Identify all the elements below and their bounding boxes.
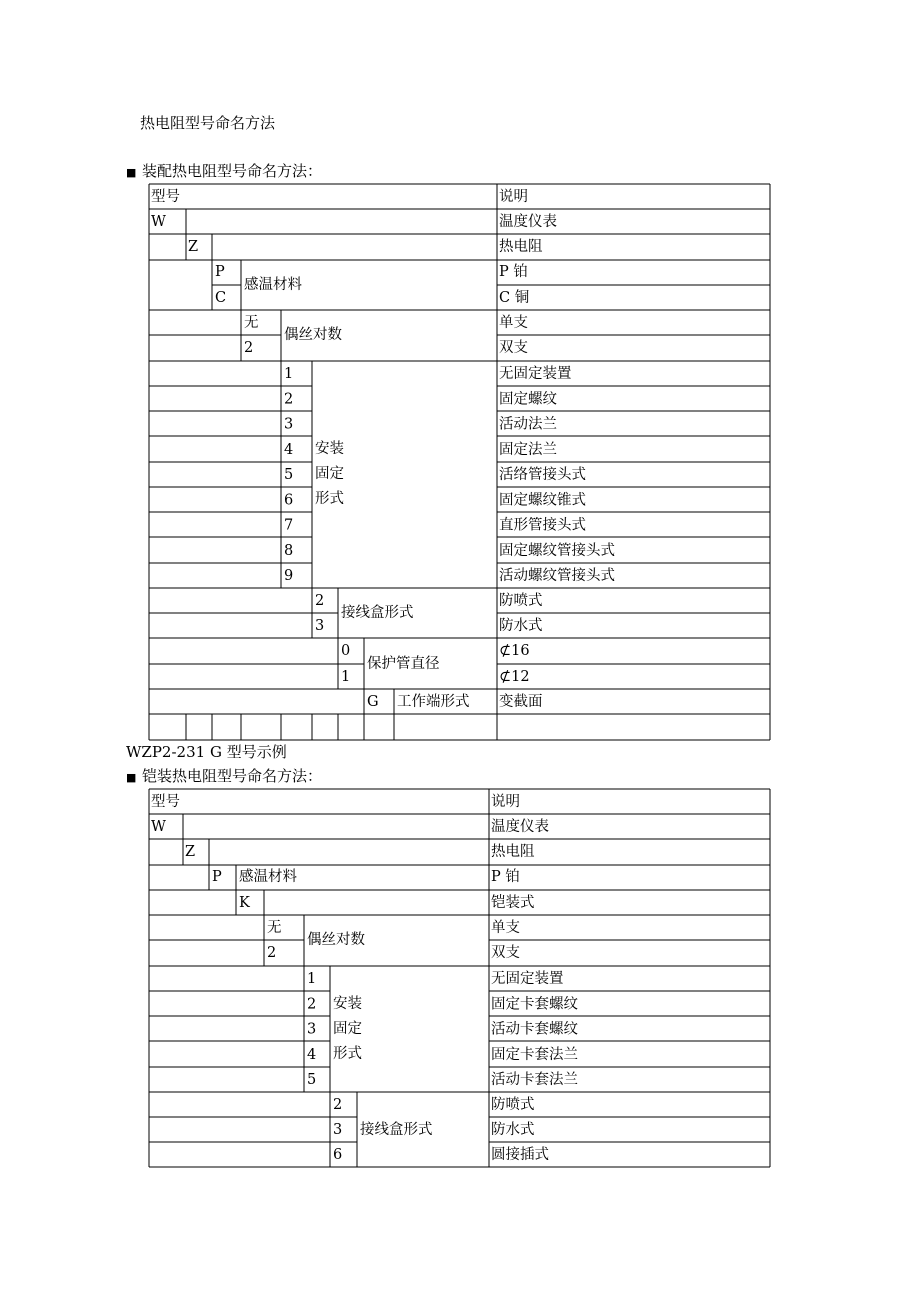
code-W: W	[151, 214, 166, 230]
table2-header-model: 型号	[151, 794, 180, 810]
label-pairs: 偶丝对数	[307, 932, 365, 948]
table2-grid	[149, 789, 770, 1167]
mount-desc: 固定螺纹	[499, 391, 557, 408]
label-box: 接线盒形式	[341, 605, 414, 621]
label-end: 工作端形式	[397, 694, 470, 710]
mount-code: 7	[284, 517, 294, 534]
pipe-desc: ⊄16	[499, 643, 530, 659]
mount-desc: 无固定装置	[491, 971, 564, 987]
label-mount: 形式	[315, 491, 344, 507]
table2-heading: 铠装热电阻型号命名方法：	[142, 767, 323, 785]
mount-code: 4	[284, 441, 294, 458]
box-desc: 防喷式	[499, 593, 543, 609]
label-pipe: 保护管直径	[367, 656, 440, 672]
table1-header-model: 型号	[151, 189, 180, 205]
code-G: G	[367, 694, 379, 710]
mount-code: 1	[284, 366, 294, 382]
mount-desc: 固定螺纹锥式	[499, 492, 586, 509]
mount-code: 3	[307, 1021, 317, 1038]
desc-K: 铠装式	[491, 895, 535, 911]
mount-desc: 无固定装置	[499, 366, 572, 382]
table1-header-desc: 说明	[499, 189, 528, 205]
table2-header-desc: 说明	[491, 794, 520, 810]
box-code: 6	[333, 1147, 343, 1163]
desc-single: 单支	[499, 315, 528, 331]
desc-Z: 热电阻	[499, 239, 543, 255]
code-K: K	[239, 895, 250, 911]
label-material: 感温材料	[244, 277, 302, 293]
mount-desc: 固定法兰	[499, 441, 557, 458]
label-material: 感温材料	[239, 869, 297, 885]
code-none: 无	[244, 315, 259, 331]
mount-code: 6	[284, 492, 294, 509]
pipe-code: 1	[341, 669, 351, 685]
label-mount: 形式	[333, 1046, 362, 1062]
desc-W: 温度仪表	[499, 214, 557, 230]
document-title: 热电阻型号命名方法	[140, 114, 276, 132]
mount-desc: 活络管接头式	[499, 467, 586, 483]
mount-desc: 固定卡套螺纹	[491, 996, 578, 1013]
desc-double: 双支	[491, 945, 520, 961]
desc-C: C 铜	[499, 290, 530, 306]
mount-desc: 直形管接头式	[499, 517, 586, 534]
code-2: 2	[267, 945, 277, 961]
mount-code: 1	[307, 971, 317, 987]
label-mount: 固定	[333, 1021, 362, 1037]
box-desc: 圆接插式	[491, 1147, 549, 1163]
mount-desc: 活动卡套螺纹	[491, 1021, 578, 1038]
desc-double: 双支	[499, 340, 528, 356]
mount-code: 5	[284, 467, 294, 483]
box-code: 3	[333, 1122, 343, 1138]
desc-Z: 热电阻	[491, 844, 535, 860]
code-P: P	[215, 264, 225, 280]
desc-single: 单支	[491, 920, 520, 936]
desc-P: P 铂	[491, 869, 520, 885]
mount-code: 5	[307, 1072, 317, 1088]
desc-P: P 铂	[499, 264, 528, 280]
mount-desc: 活动法兰	[499, 416, 557, 433]
mount-desc: 固定卡套法兰	[491, 1046, 578, 1063]
mount-desc: 活动卡套法兰	[491, 1072, 578, 1088]
mount-code: 4	[307, 1046, 317, 1063]
code-Z: Z	[185, 844, 196, 860]
box-desc: 防喷式	[491, 1097, 535, 1113]
label-pairs: 偶丝对数	[284, 327, 342, 343]
pipe-desc: ⊄12	[499, 669, 530, 685]
table1-heading: 装配热电阻型号命名方法：	[142, 162, 323, 180]
box-desc: 防水式	[491, 1122, 535, 1138]
label-mount: 固定	[315, 466, 344, 482]
mount-code: 9	[284, 568, 294, 584]
label-box: 接线盒形式	[360, 1122, 433, 1138]
code-C: C	[215, 290, 227, 306]
bullet-icon: ■	[126, 771, 137, 784]
code-none: 无	[267, 920, 282, 936]
label-mount: 安装	[333, 996, 362, 1012]
box-code: 2	[333, 1097, 343, 1113]
bullet-icon: ■	[126, 166, 137, 179]
code-2: 2	[244, 340, 254, 356]
mount-code: 2	[307, 996, 317, 1013]
mount-code: 3	[284, 416, 294, 433]
box-code: 3	[315, 618, 325, 634]
code-P: P	[212, 869, 222, 885]
desc-W: 温度仪表	[491, 819, 549, 835]
code-W: W	[151, 819, 166, 835]
desc-G: 变截面	[499, 694, 543, 710]
mount-code: 8	[284, 542, 294, 559]
example-caption: WZP2-231 G 型号示例	[126, 743, 287, 761]
code-Z: Z	[188, 239, 199, 255]
mount-desc: 固定螺纹管接头式	[499, 542, 615, 559]
box-desc: 防水式	[499, 618, 543, 634]
pipe-code: 0	[341, 643, 351, 659]
box-code: 2	[315, 593, 325, 609]
mount-code: 2	[284, 391, 294, 408]
label-mount: 安装	[315, 441, 344, 457]
mount-desc: 活动螺纹管接头式	[499, 568, 615, 584]
